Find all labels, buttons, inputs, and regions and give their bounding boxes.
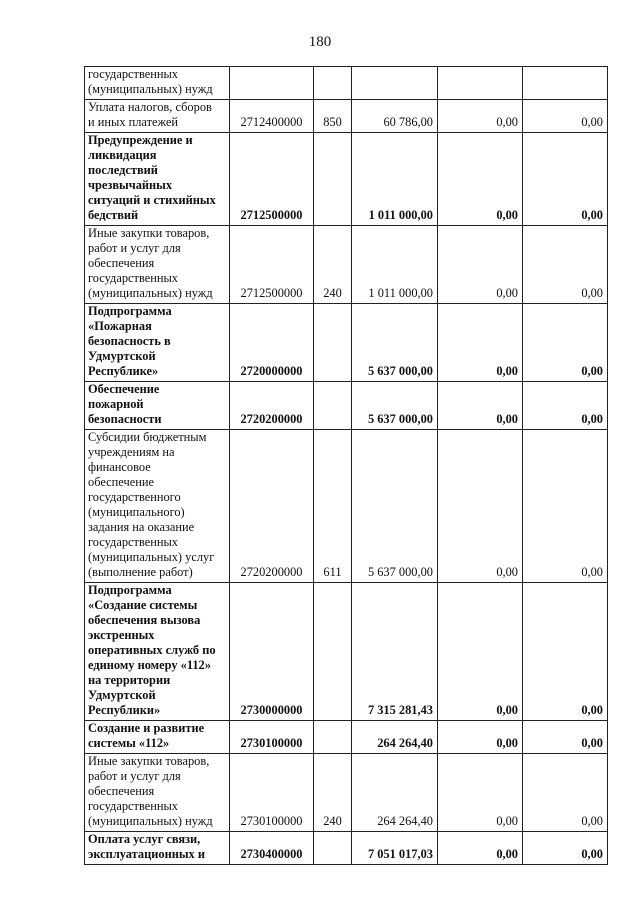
row-amount: 1 011 000,00 (352, 226, 438, 304)
table-row (85, 133, 608, 226)
row-value-3: 0,00 (523, 100, 608, 133)
row-value-3 (523, 67, 608, 100)
row-name: Подпрограмма «Пожарная безопасность в Удмуртской Республике» (85, 304, 230, 382)
row-amount: 1 011 000,00 (352, 133, 438, 226)
row-value-2: 0,00 (438, 583, 523, 721)
budget-table-body (85, 67, 608, 865)
row-value-2: 0,00 (438, 721, 523, 754)
row-code: 2712500000 (230, 133, 314, 226)
row-code: 2720000000 (230, 304, 314, 382)
row-code: 2720200000 (230, 430, 314, 583)
row-value-2: 0,00 (438, 382, 523, 430)
row-expense-type (314, 304, 352, 382)
row-amount: 7 051 017,03 (352, 832, 438, 865)
row-name: Подпрограмма «Создание системы обеспечения вызова экстренных оперативных служб по единому номеру «112» на территории Удмуртской Республики» (85, 583, 230, 721)
row-value-3: 0,00 (523, 382, 608, 430)
table-row (85, 304, 608, 382)
row-value-2: 0,00 (438, 430, 523, 583)
row-value-2: 0,00 (438, 304, 523, 382)
table-row (85, 100, 608, 133)
row-value-3: 0,00 (523, 304, 608, 382)
row-value-3: 0,00 (523, 430, 608, 583)
row-amount: 60 786,00 (352, 100, 438, 133)
row-expense-type (314, 133, 352, 226)
row-amount: 5 637 000,00 (352, 382, 438, 430)
row-name: Иные закупки товаров, работ и услуг для обеспечения государственных (муниципальных) нужд (85, 754, 230, 832)
row-name: Иные закупки товаров, работ и услуг для обеспечения государственных (муниципальных) нужд (85, 226, 230, 304)
row-expense-type: 240 (314, 754, 352, 832)
row-code: 2730100000 (230, 721, 314, 754)
row-name: Субсидии бюджетным учреждениям на финансовое обеспечение государственного (муниципального) задания на оказание государственных (муниципальных) услуг (выполнение работ) (85, 430, 230, 583)
row-code: 2712500000 (230, 226, 314, 304)
table-row (85, 832, 608, 865)
table-row (85, 226, 608, 304)
row-expense-type: 611 (314, 430, 352, 583)
row-expense-type (314, 67, 352, 100)
row-value-3: 0,00 (523, 754, 608, 832)
row-code: 2730000000 (230, 583, 314, 721)
table-row (85, 67, 608, 100)
row-value-2: 0,00 (438, 133, 523, 226)
budget-table (84, 66, 608, 865)
row-code: 2712400000 (230, 100, 314, 133)
row-expense-type: 240 (314, 226, 352, 304)
row-value-2 (438, 67, 523, 100)
table-row (85, 754, 608, 832)
row-value-3: 0,00 (523, 832, 608, 865)
table-row (85, 430, 608, 583)
row-amount (352, 67, 438, 100)
row-name: государственных (муниципальных) нужд (85, 67, 230, 100)
row-code: 2730100000 (230, 754, 314, 832)
row-value-2: 0,00 (438, 226, 523, 304)
row-amount: 7 315 281,43 (352, 583, 438, 721)
row-expense-type: 850 (314, 100, 352, 133)
row-code: 2730400000 (230, 832, 314, 865)
row-expense-type (314, 583, 352, 721)
row-value-3: 0,00 (523, 721, 608, 754)
row-name: Уплата налогов, сборов и иных платежей (85, 100, 230, 133)
table-row (85, 583, 608, 721)
row-value-3: 0,00 (523, 226, 608, 304)
row-value-2: 0,00 (438, 832, 523, 865)
row-value-2: 0,00 (438, 100, 523, 133)
row-name: Предупреждение и ликвидация последствий чрезвычайных ситуаций и стихийных бедствий (85, 133, 230, 226)
row-value-3: 0,00 (523, 133, 608, 226)
row-amount: 5 637 000,00 (352, 304, 438, 382)
row-amount: 5 637 000,00 (352, 430, 438, 583)
table-row (85, 382, 608, 430)
row-amount: 264 264,40 (352, 721, 438, 754)
page-number: 180 (308, 34, 332, 50)
row-expense-type (314, 382, 352, 430)
row-value-3: 0,00 (523, 583, 608, 721)
row-name: Создание и развитие системы «112» (85, 721, 230, 754)
row-name: Оплата услуг связи, эксплуатационных и (85, 832, 230, 865)
table-row (85, 721, 608, 754)
row-code (230, 67, 314, 100)
row-code: 2720200000 (230, 382, 314, 430)
row-name: Обеспечение пожарной безопасности (85, 382, 230, 430)
row-expense-type (314, 721, 352, 754)
row-amount: 264 264,40 (352, 754, 438, 832)
row-expense-type (314, 832, 352, 865)
row-value-2: 0,00 (438, 754, 523, 832)
